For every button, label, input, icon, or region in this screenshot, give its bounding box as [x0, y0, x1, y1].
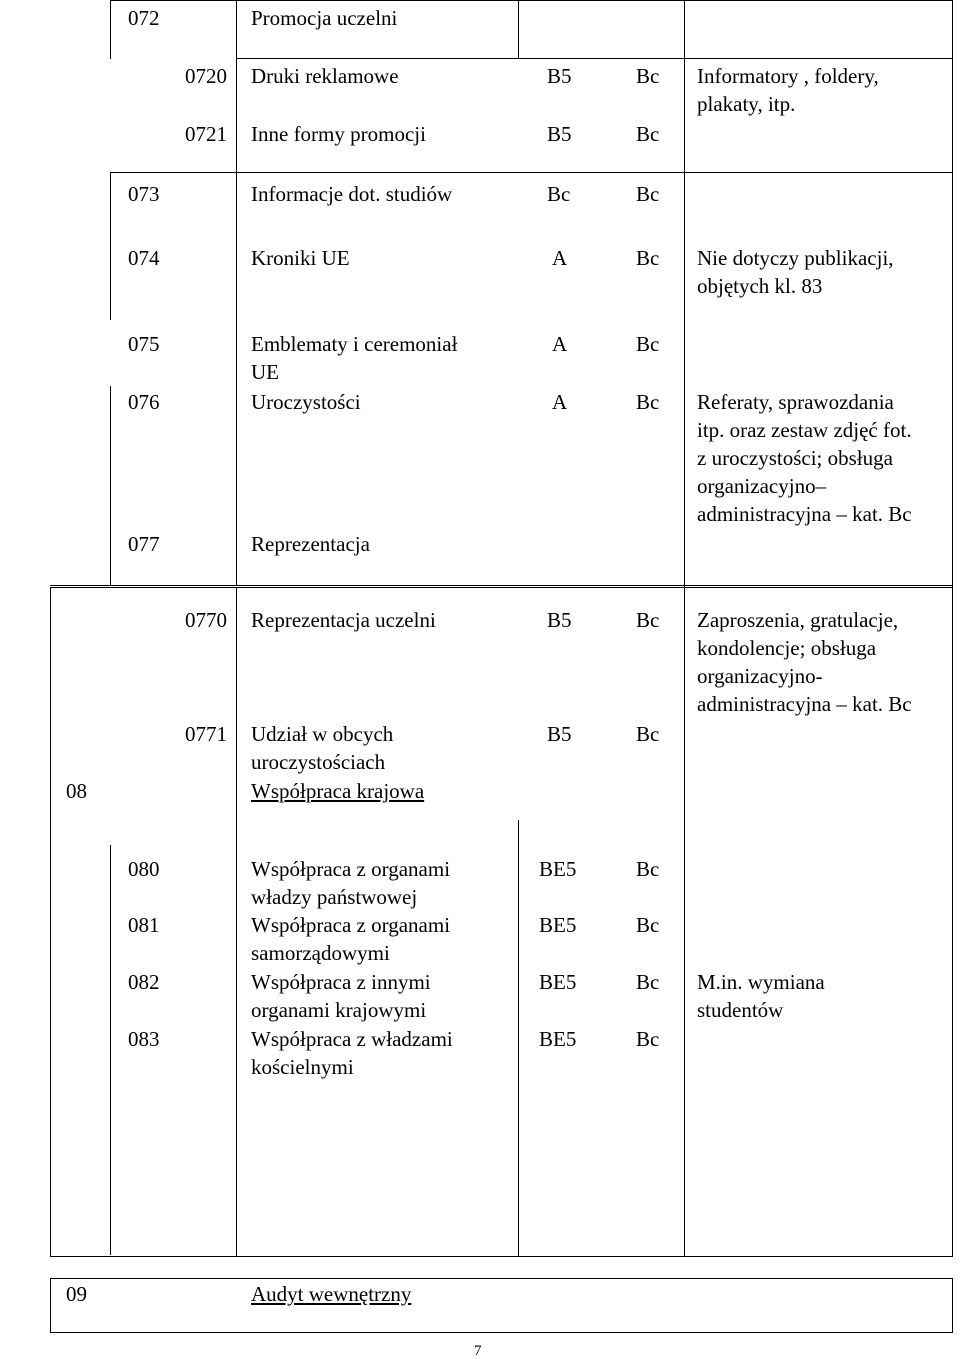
row-category-2: Bc [636, 913, 660, 937]
row-name: Promocja uczelni [251, 6, 398, 30]
row-category: A [552, 332, 568, 356]
table-border-left [50, 587, 51, 1257]
row-category: Bc [547, 182, 571, 206]
table-border-left [518, 820, 519, 1257]
row-code: 0770 [185, 608, 227, 632]
row-category: A [552, 246, 568, 270]
row-name: kościelnymi [251, 1055, 354, 1079]
row-name: Druki reklamowe [251, 64, 399, 88]
row-category-2: Bc [636, 182, 660, 206]
row-name: Informacje dot. studiów [251, 182, 453, 206]
row-note: Nie dotyczy publikacji, [697, 246, 894, 270]
row-code: 0720 [185, 64, 227, 88]
row-note: plakaty, itp. [697, 92, 796, 116]
row-code: 08 [66, 779, 87, 803]
row-code: 077 [128, 532, 160, 556]
row-category-2: Bc [636, 857, 660, 881]
section-title: Współpraca krajowa [251, 779, 425, 803]
row-note: studentów [697, 998, 784, 1022]
row-category: B5 [547, 608, 572, 632]
row-name: UE [251, 360, 279, 384]
row-note: kondolencje; obsługa [697, 636, 877, 660]
row-code: 075 [128, 332, 160, 356]
row-name: Udział w obcych [251, 722, 394, 746]
row-category-2: Bc [636, 970, 660, 994]
table-border-right [952, 1278, 953, 1333]
row-category: BE5 [539, 913, 577, 937]
row-name: samorządowymi [251, 941, 390, 965]
row-category: A [552, 390, 568, 414]
table-border-left [110, 845, 111, 1255]
row-category-2: Bc [636, 608, 660, 632]
row-name: uroczystościach [251, 750, 386, 774]
row-code: 072 [128, 6, 160, 30]
row-note: administracyjna – kat. Bc [697, 692, 912, 716]
row-name: Inne formy promocji [251, 122, 426, 146]
table-border-left [518, 0, 519, 59]
row-code: 09 [66, 1282, 87, 1306]
row-note: administracyjna – kat. Bc [697, 502, 912, 526]
row-name: Kroniki UE [251, 246, 350, 270]
row-name: Reprezentacja [251, 532, 370, 556]
table-border-top [110, 172, 953, 173]
row-name: Emblematy i ceremoniał [251, 332, 458, 356]
row-code: 081 [128, 913, 160, 937]
table-border-top [50, 587, 953, 588]
table-border-left [110, 0, 111, 59]
row-category: BE5 [539, 1027, 577, 1051]
table-border-right [952, 0, 953, 1257]
row-category-2: Bc [636, 246, 660, 270]
section-title: Audyt wewnętrzny [251, 1282, 412, 1306]
table-border-top [50, 585, 953, 586]
table-border-left [236, 0, 237, 585]
row-note: organizacyjno- [697, 664, 823, 688]
row-code: 083 [128, 1027, 160, 1051]
row-category-2: Bc [636, 722, 660, 746]
row-name: organami krajowymi [251, 998, 427, 1022]
row-name: władzy państwowej [251, 885, 418, 909]
row-note: M.in. wymiana [697, 970, 825, 994]
table-row [128, 4, 160, 32]
row-code: 074 [128, 246, 160, 270]
row-note: z uroczystości; obsługa [697, 446, 893, 470]
row-note: Zaproszenia, gratulacje, [697, 608, 899, 632]
row-name: Współpraca z innymi [251, 970, 431, 994]
row-note: organizacyjno– [697, 474, 827, 498]
row-name: Współpraca z organami [251, 913, 451, 937]
row-name: Uroczystości [251, 390, 361, 414]
row-category: BE5 [539, 970, 577, 994]
table-border-top [236, 58, 953, 59]
row-category-2: Bc [636, 390, 660, 414]
row-code: 076 [128, 390, 160, 414]
page-number: 7 [474, 1343, 482, 1359]
row-category: B5 [547, 64, 572, 88]
row-name: Współpraca z organami [251, 857, 451, 881]
table-border-top [50, 1332, 953, 1333]
table-border-left [110, 172, 111, 320]
row-name: Reprezentacja uczelni [251, 608, 436, 632]
row-category-2: Bc [636, 1027, 660, 1051]
row-note: objętych kl. 83 [697, 274, 823, 298]
row-category-2: Bc [636, 122, 660, 146]
row-category: BE5 [539, 857, 577, 881]
row-note: itp. oraz zestaw zdjęć fot. [697, 418, 912, 442]
row-category: B5 [547, 722, 572, 746]
table-border-left [236, 587, 237, 1257]
table-border-left [684, 0, 685, 1257]
table-border-left [110, 386, 111, 585]
row-code: 0771 [185, 722, 227, 746]
row-code: 0721 [185, 122, 227, 146]
row-category-2: Bc [636, 64, 660, 88]
row-name: Współpraca z władzami [251, 1027, 453, 1051]
table-border-left [50, 1278, 51, 1333]
row-code: 080 [128, 857, 160, 881]
row-code: 073 [128, 182, 160, 206]
row-category-2: Bc [636, 332, 660, 356]
row-note: Informatory , foldery, [697, 64, 879, 88]
table-border-top [50, 1256, 953, 1257]
row-category: B5 [547, 122, 572, 146]
table-border-top [50, 1278, 953, 1279]
row-note: Referaty, sprawozdania [697, 390, 894, 414]
row-code: 082 [128, 970, 160, 994]
